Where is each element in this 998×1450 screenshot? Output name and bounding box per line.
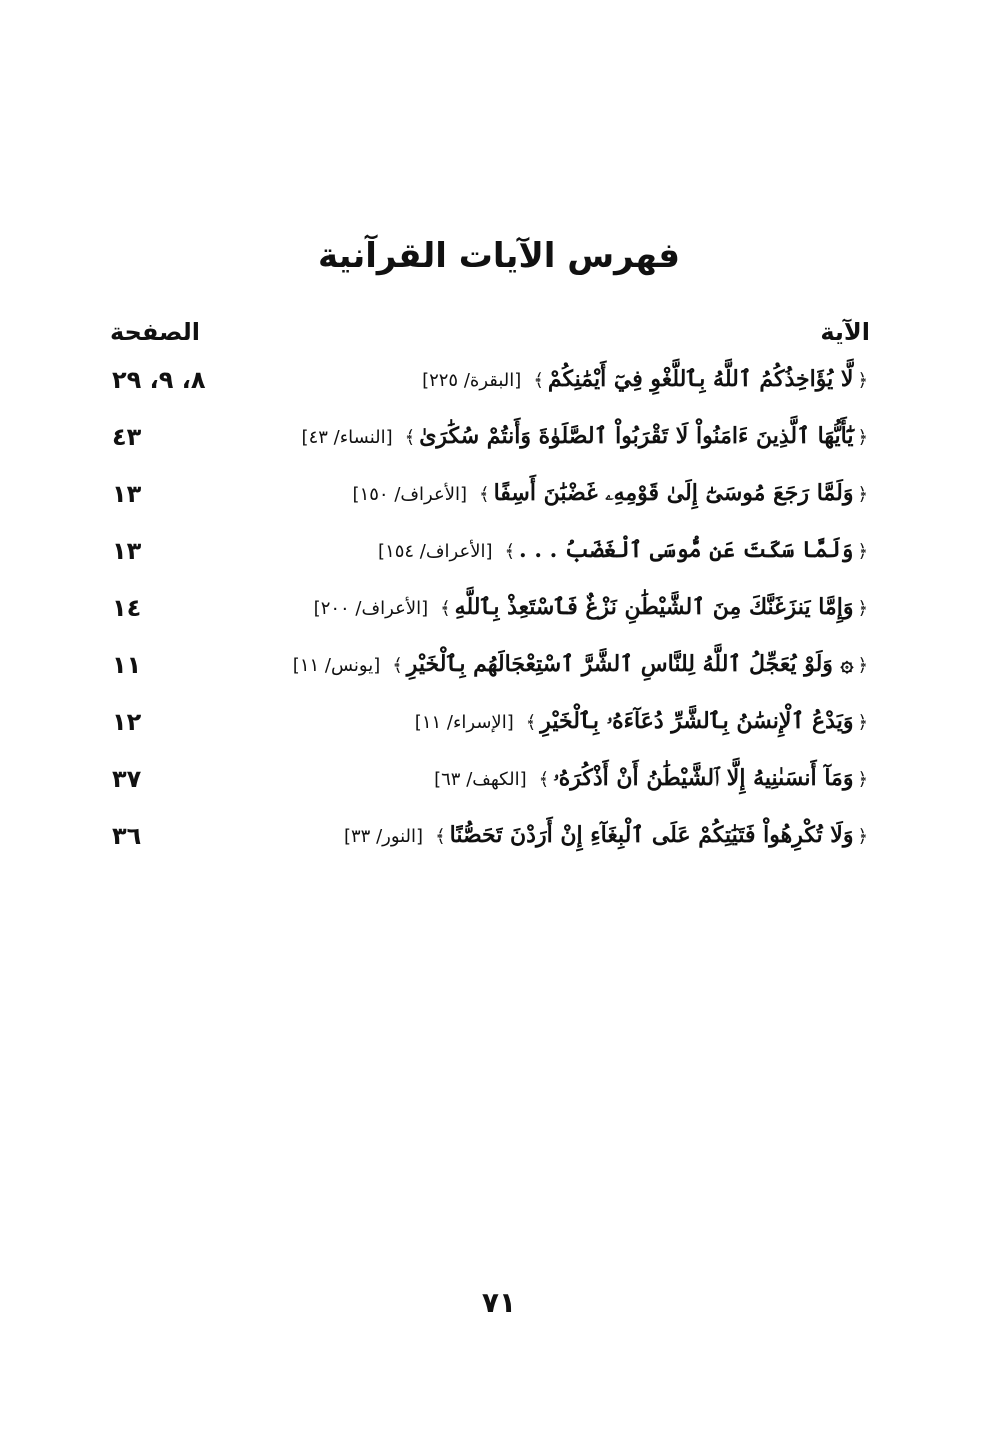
verse-index-list [0, 360, 998, 873]
close-bracket: ﴾ [404, 427, 416, 448]
verse-cell [293, 651, 872, 677]
page-title: فهرس الآيات القرآنية [317, 236, 681, 276]
surah-reference: [يونس/ ١١] [292, 655, 381, 676]
index-row [0, 474, 998, 531]
verse-cell [378, 537, 872, 563]
page-reference: ١٢ [112, 708, 142, 736]
surah-reference: [الإسراء/ ١١] [414, 712, 514, 733]
ayah-text: وَلَا تُكْرِهُواْ فَتَيَٰتِكُمْ عَلَى ٱلْبِغَآءِ إِنْ أَرَدْنَ تَحَصُّنًا [449, 822, 854, 848]
open-bracket: ﴿ [857, 484, 868, 505]
ayah-text: وَلَمَّا رَجَعَ مُوسَىٰٓ إِلَىٰ قَوْمِهِۦ غَضْبَٰنَ أَسِفًا [493, 480, 854, 506]
close-bracket: ﴾ [440, 598, 451, 619]
index-row [0, 417, 998, 474]
index-row [0, 702, 998, 759]
page-column-header: الصفحة [110, 318, 201, 346]
open-bracket: ﴿ [857, 541, 868, 562]
page-reference: ١٣ [112, 480, 142, 508]
index-row [0, 645, 998, 702]
open-bracket: ﴿ [857, 370, 868, 391]
page-reference: ١١ [112, 651, 142, 679]
index-row [0, 759, 998, 816]
verse-cell [353, 480, 872, 506]
close-bracket: ﴾ [538, 769, 550, 790]
verse-cell [415, 708, 872, 734]
verse-cell [314, 594, 872, 620]
surah-reference: [الأعراف/ ١٥٠] [352, 484, 468, 505]
index-row [0, 816, 998, 873]
open-bracket: ﴿ [857, 769, 868, 790]
close-bracket: ﴾ [533, 370, 544, 391]
open-bracket: ﴿ [857, 712, 868, 733]
page-reference: ٨، ٩، ٢٩ [112, 366, 206, 394]
verse-cell [344, 822, 872, 848]
verse-cell [422, 366, 872, 392]
verse-column-header: الآية [820, 318, 870, 346]
verse-cell [302, 423, 872, 449]
index-row [0, 531, 998, 588]
close-bracket: ﴾ [504, 541, 516, 562]
ayah-text: ۞ وَلَوْ يُعَجِّلُ ٱللَّهُ لِلنَّاسِ ٱلشَّرَّ ٱسْتِعْجَالَهُم بِٱلْخَيْرِ [406, 651, 854, 677]
ayah-text: وَيَدْعُ ٱلْإِنسَٰنُ بِٱلشَّرِّ دُعَآءَهُۥ بِٱلْخَيْرِ [540, 708, 854, 734]
index-row [0, 360, 998, 417]
page-reference: ١٣ [112, 537, 142, 565]
ayah-text: يَٰٓأَيُّهَا ٱلَّذِينَ ءَامَنُواْ لَا تَقْرَبُواْ ٱلصَّلَوٰةَ وَأَنتُمْ سُكَٰرَىٰ [419, 423, 854, 449]
page-reference: ٤٣ [112, 423, 142, 451]
close-bracket: ﴾ [435, 826, 446, 847]
surah-reference: [الكهف/ ٦٣] [434, 769, 527, 790]
surah-reference: [النور/ ٣٣] [343, 826, 424, 847]
close-bracket: ﴾ [392, 655, 403, 676]
surah-reference: [النساء/ ٤٣] [301, 427, 393, 448]
ayah-text: لَّا يُؤَاخِذُكُمُ ٱللَّهُ بِٱللَّغْوِ فِيٓ أَيْمَٰنِكُمْ [547, 366, 854, 392]
open-bracket: ﴿ [857, 598, 868, 619]
index-row [0, 588, 998, 645]
page-reference: ١٤ [112, 594, 142, 622]
close-bracket: ﴾ [479, 484, 490, 505]
page-reference: ٣٦ [112, 822, 142, 850]
surah-reference: [الأعراف/ ٢٠٠] [313, 598, 429, 619]
ayah-text: وَإِمَّا يَنزَغَنَّكَ مِنَ ٱلشَّيْطَٰنِ نَزْغٌ فَٱسْتَعِذْ بِٱللَّهِ [454, 594, 854, 620]
page-number: ٧١ [481, 1286, 517, 1319]
ayah-text: وَلَمَّا سَكَتَ عَن مُّوسَى ٱلْغَضَبُ . . . [519, 537, 854, 563]
ayah-text: وَمَآ أَنسَىٰنِيهُ إِلَّا ٱلشَّيْطَٰنُ أَنْ أَذْكُرَهُۥ [553, 765, 854, 791]
open-bracket: ﴿ [857, 655, 868, 676]
open-bracket: ﴿ [857, 427, 868, 448]
surah-reference: [البقرة/ ٢٢٥] [422, 370, 522, 391]
surah-reference: [الأعراف/ ١٥٤] [378, 541, 493, 562]
close-bracket: ﴾ [525, 712, 537, 733]
verse-cell [434, 765, 872, 791]
page-reference: ٣٧ [112, 765, 142, 793]
open-bracket: ﴿ [857, 826, 868, 847]
